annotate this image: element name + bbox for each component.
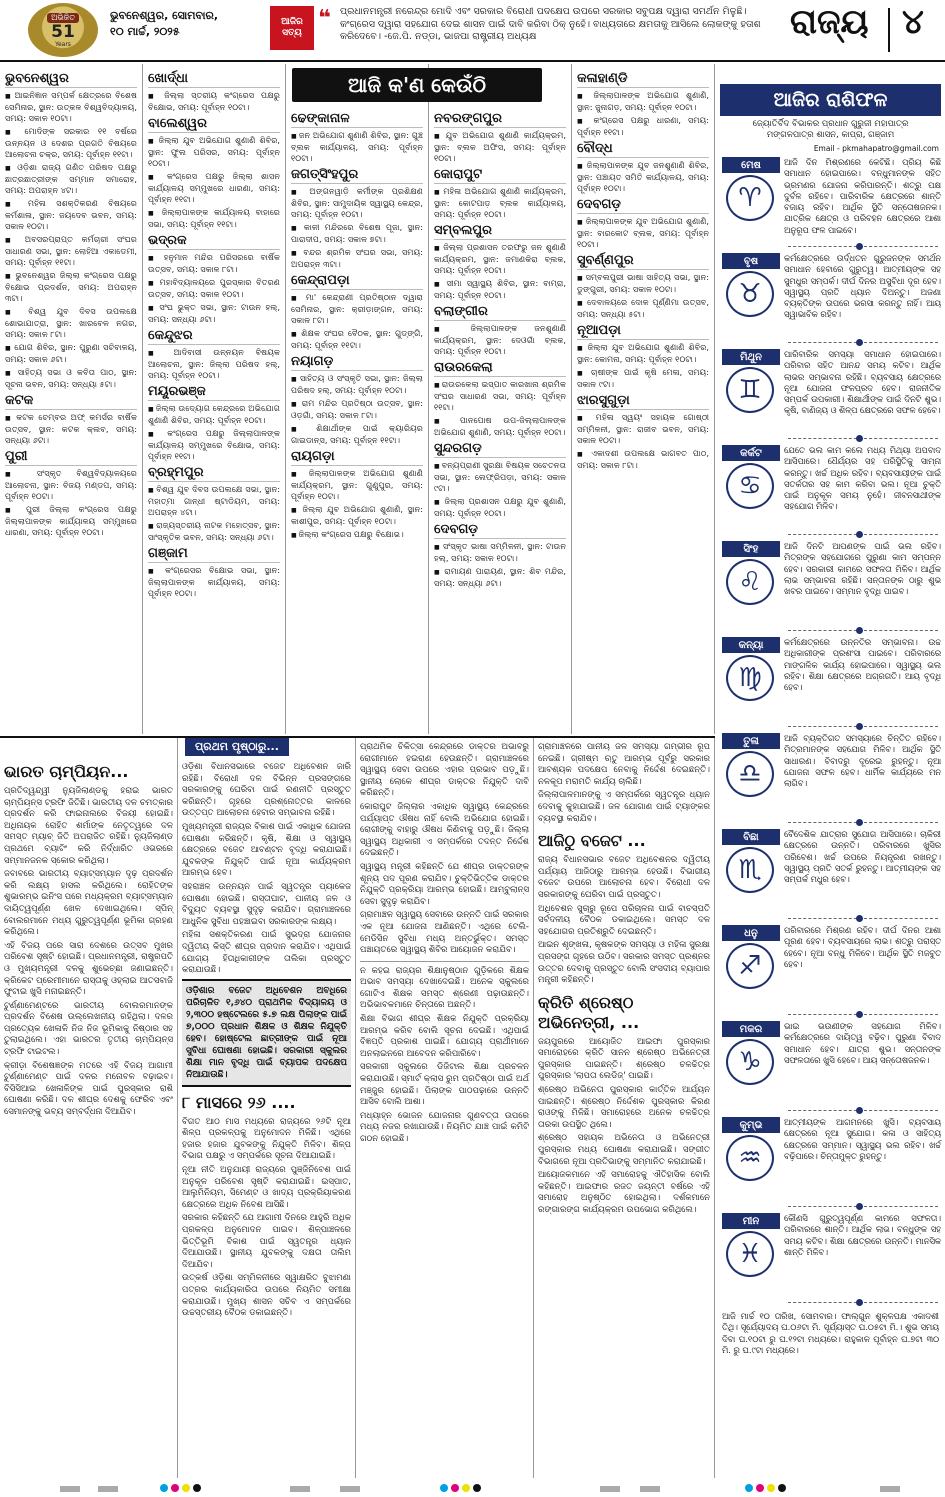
zodiac-prediction: କୌଣସି ଗୁରୁତ୍ୱପୂର୍ଣ୍ଣ କାମରେ ସଫଳତା। ପରିବାରରେ ଶାନ୍ତି। ଆର୍ଥିକ ଲାଭ। ବନ୍ଧୁଙ୍କ ସହ ସମୟ କଟିବ। ଶିକ୍ଷା କ୍ଷେତ୍ରରେ ଉନ୍ନତି। ମାନସିକ ଶାନ୍ତି ମିଳିବ।	[784, 1213, 941, 1257]
anniversary-number: 51	[51, 21, 75, 42]
listing-district-heading: ନବରଙ୍ଗପୁର	[434, 111, 566, 128]
listing-district-heading: ଢେଙ୍କାନାଳ	[291, 111, 423, 128]
listing-entry: ■ ଯୁବ ଅଭିଯୋଗ ଶୁଣାଣି କାର୍ଯ୍ୟକ୍ରମ, ସ୍ଥାନ: ବ୍ଲକ ଅଫିସ, ସମୟ: ପୂର୍ବାହ୍ନ ୧୦ଟା।	[434, 130, 566, 164]
listing-entry: ■ ଦେବାଳୟରେ ଦୋଳ ପୂର୍ଣ୍ଣିମା ଉତ୍ସବ, ସମୟ: ସନ୍ଧ୍ୟା ୫ଟା।	[577, 297, 709, 320]
listing-entry: ■ ଜିଲ୍ଲାପାଳଙ୍କ ଯୁବ ଅଭିଯୋଗ ଶୁଣାଣି, ସ୍ଥାନ: ବାରକୋଟ ବ୍ଲକ, ସମୟ: ପୂର୍ବାହ୍ନ ୧୦ଟା।	[577, 216, 709, 250]
listing-entry: ■ ଯୋଗ ଶିବିର, ସ୍ଥାନ: ପୁରୁଣା ସଚିବାଳୟ, ସମୟ: ସକାଳ ୬ଟା।	[5, 342, 137, 365]
listing-district-heading: ମୟୂରଭଞ୍ଜ	[148, 384, 280, 401]
color-registration-marks	[440, 1484, 481, 1492]
listing-entry: ■ ସୀମା ସ୍ୱାସ୍ଥ୍ୟ ଶିବିର, ସ୍ଥାନ: ବାମ୍ରା, ସମୟ: ପୂର୍ବାହ୍ନ ୧୦ଟା।	[434, 278, 566, 301]
listing-district-heading: ସୁନ୍ଦରଗଡ଼	[434, 441, 566, 458]
article-paragraph: ଗ୍ରାମାଞ୍ଚଳରେ ପାନୀୟ ଜଳ ସମସ୍ୟା ଗମ୍ଭୀର ରୂପ ନେଇଛି। ଗ୍ରୀଷ୍ମ ଋତୁ ଆରମ୍ଭ ପୂର୍ବରୁ ସରକାର ଆବଶ୍ୟକ ପଦକ୍ଷେପ ନେବାକୁ ନିର୍ଦ୍ଦେଶ ଦେଇଛନ୍ତି। ନଳକୂପ ମରାମତି କାର୍ଯ୍ୟ ଚାଲିଛି।	[538, 742, 710, 787]
yellow-dot	[182, 1484, 190, 1492]
zodiac-separator	[788, 630, 938, 631]
article-column-3	[356, 738, 534, 1478]
zodiac-separator	[788, 1014, 938, 1015]
yellow-dot	[462, 1484, 470, 1492]
listing-entry: ■ ସଂସ୍କୃତ ଭାଷା ସମ୍ମିଳନୀ, ସ୍ଥାନ: ଟାଉନ ହଲ୍, ସମୟ: ସକାଳ ୧୦ଟା।	[434, 541, 566, 564]
listing-entry: ■ ବନ୍ଦର ଶ୍ରମିକ ସଂଘର ସଭା, ସମୟ: ଅପରାହ୍ନ ୩ଟା।	[291, 247, 423, 270]
listing-entry: ■ ଜିଲ୍ଲା ଯୁବ ଅଭିଯୋଗ ଶୁଣାଣି ଶିବିର, ସ୍ଥାନ: ଫୁଲ ପରିସର, ସମୟ: ପୂର୍ବାହ୍ନ ୧୦ଟା।	[148, 135, 280, 169]
listing-district-heading: ବଲାଙ୍ଗୀର	[434, 304, 566, 321]
listing-entry: ■ ରାମ ମନ୍ଦିର ପ୍ରତିଷ୍ଠା ଉତ୍ସବ, ସ୍ଥାନ: ଓଡ଼ଗାଁ, ସମୟ: ସକାଳ ୮ଟା।	[291, 398, 423, 421]
listing-entry: ■ ସାହିତ୍ୟ ସଭା ଓ କବିତା ପାଠ, ସ୍ଥାନ: ସୂଚନା ଭବନ, ସମୟ: ସନ୍ଧ୍ୟା ୫ଟା।	[5, 367, 137, 390]
listing-entry: ■ ମା' କେନ୍ଦ୍ରାଣୀ ପ୍ରତିଷ୍ଠାନ ଦ୍ୱାରା ସେମିନାର, ସ୍ଥାନ: କ୍ରୀଡ଼ାଙ୍ଗନ, ସମୟ: ସକାଳ ୮ଟା।	[291, 292, 423, 326]
article-paragraph: ମଧ୍ୟାହ୍ନ ଭୋଜନ ଯୋଜନାର ଗୁଣବତ୍ତା ଉପରେ ମଧ୍ୟ ନଜର ରଖାଯାଉଛି। ନିୟମିତ ଯାଞ୍ଚ ପାଇଁ କମିଟି ଗଠନ ହୋଇଛି।	[360, 1110, 529, 1144]
listing-column	[429, 64, 572, 734]
listing-entry: ■ ସାହିତ୍ୟ ଓ ସଂସ୍କୃତି ସଭା, ସ୍ଥାନ: ଜିଲ୍ଲା ପରିଷଦ ହଲ୍, ସମୟ: ପୂର୍ବାହ୍ନ ୧୦ଟା।	[291, 373, 423, 396]
listing-district-heading: ଦେବଗଡ଼	[577, 197, 709, 214]
zodiac-entry	[718, 153, 943, 249]
article-paragraph: ଟୁର୍ଣ୍ଣାମେଣ୍ଟରେ ଭାରତୀୟ ବୋଲରମାନଙ୍କ ପ୍ରଦର୍ଶନ ବିଶେଷ ଉଲ୍ଲେଖନୀୟ ରହିଥିଲା। ଦଳର ପ୍ରତ୍ୟେକ ଖେଳାଳି ନିଜ ନିଜ ଭୂମିକାକୁ ନିଷ୍ଠାର ସହ ତୁଲାଇଥିଲେ। ଏହା ଭାରତର ତୃତୀୟ ଚାମ୍ପିୟନ୍ସ ଟ୍ରଫି ଟାଇଟଲ।	[4, 1000, 173, 1058]
listing-entry: ■ ଜିଲ୍ଲାପାଳଙ୍କ କାର୍ଯ୍ୟାଳୟ ବାହାରେ ସଭା, ସମୟ: ପୂର୍ବାହ୍ନ ୧୧ଟା।	[148, 207, 280, 230]
zodiac-label: ତୁଳା	[722, 733, 780, 749]
zodiac-label: ବିଛା	[722, 829, 780, 845]
listing-entry: ■ ଚାଷୀଙ୍କ ପାଇଁ କୃଷି ମେଳା, ସମୟ: ସକାଳ ୯ଟା।	[577, 367, 709, 390]
quote-badge-line1: ଆଜିର	[281, 17, 303, 27]
article-paragraph: ଜୟପୁରରେ ଆୟୋଜିତ ଆଇଫା ପୁରସ୍କାର ସମାରୋହରେ କ୍ରିତି ସାନନ ଶ୍ରେଷ୍ଠ ଅଭିନେତ୍ରୀ ପୁରସ୍କାର ପାଇଛନ୍ତି। ଶ୍ରେଷ୍ଠ ଚଳଚ୍ଚିତ୍ର ପୁରସ୍କାର 'ଲାପତା ଲେଡିଜ୍' ପାଇଛି।	[538, 1036, 710, 1082]
color-registration-marks	[745, 1484, 786, 1492]
article-paragraph: ନୂଆ ନୀତି ଅନୁଯାୟୀ ରାଜ୍ୟରେ ପୁଞ୍ଜିନିବେଶ ପାଇଁ ଅନୁକୂଳ ପରିବେଶ ସୃଷ୍ଟି କରାଯାଇଛି। ଇସ୍ପାତ, ଆଲୁମିନିୟମ, ସିମେଣ୍ଟ ଓ ଖାଦ୍ୟ ପ୍ରକ୍ରିୟାକରଣ କ୍ଷେତ୍ରରେ ଅଧିକ ନିବେଶ ଆସିଛି।	[182, 1165, 351, 1210]
zodiac-prediction: ବୈଦେଶିକ ଯାତ୍ରାର ସୁଯୋଗ ଆସିପାରେ। ଚାକିରୀ କ୍ଷେତ୍ରରେ ଉନ୍ନତି। ପରିବାରରେ ଖୁସିର ପରିବେଶ। ଖର୍ଚ୍ଚ ଉପରେ ନିୟନ୍ତ୍ରଣ ରଖନ୍ତୁ। ସ୍ୱାସ୍ଥ୍ୟ ପ୍ରତି ସତର୍କ ରୁହନ୍ତୁ। ଆତ୍ମୀୟଙ୍କ ସହ ସମ୍ପର୍କ ମଧୁର ହେବ।	[784, 829, 941, 885]
registration-bar	[600, 1486, 620, 1492]
listing-entry: ■ କଟକ ଚେମ୍ବର ଅଫ୍ କମର୍ସର ବାର୍ଷିକ ଉତ୍ସବ, ସ୍ଥାନ: କଟକ କ୍ଲବ, ସମୟ: ସନ୍ଧ୍ୟା ୬ଟା।	[5, 412, 137, 446]
zodiac-separator	[788, 822, 938, 823]
zodiac-prediction: ପରିବାରରେ ମିଶ୍ରଣ ରହିବ। ଦୀର୍ଘ ଦିନର ଆଶା ପୂରଣ ହେବ। ବ୍ୟବସାୟରେ ଲାଭ। ଶତ୍ରୁ ପରାସ୍ତ ହେବେ। ନୂଆ ବନ୍ଧୁ ମିଳିବେ। ଆର୍ଥିକ ସ୍ଥିତି ମଜବୁତ ହେବ।	[784, 925, 941, 969]
article-headline: ଆଜିଠୁ ବଜେଟ ...	[538, 831, 646, 851]
zodiac-prediction: ଆଜି ଦିନଟି ଆପଣଙ୍କ ପାଇଁ ଭଲ ରହିବ। ମିତ୍ରଙ୍କ ସହଯୋଗରେ ପୁରୁଣା କାମ ସମ୍ପନ୍ନ ହେବ। ସରକାରୀ କାମରେ ସଫଳତା ମିଳିବ। ଆର୍ଥିକ ଲାଭ ସମ୍ଭାବନା ରହିଛି। ସନ୍ତାନଙ୍କ ଠାରୁ ଶୁଭ ଖବର ପାଇବେ। ସମ୍ମାନ ବୃଦ୍ଧି ପାଇବ।	[784, 541, 941, 597]
article-paragraph: ଏହି ବିଜୟ ପରେ ସାରା ଦେଶରେ ଉତ୍ସବ ମୁଖର ପରିବେଶ ସୃଷ୍ଟି ହୋଇଛି। ପ୍ରଧାନମନ୍ତ୍ରୀ, ରାଷ୍ଟ୍ରପତି ଓ ମୁଖ୍ୟମନ୍ତ୍ରୀ ଦଳକୁ ଶୁଭେଚ୍ଛା ଜଣାଇଛନ୍ତି। କ୍ରିକେଟ ପ୍ରେମୀମାନେ ରାସ୍ତାକୁ ଓହ୍ଲାଇ ଆତସବାଜି ଫୁଟାଇ ଖୁସି ମନାଇଛନ୍ତି।	[4, 940, 173, 998]
zodiac-prediction: ଆତ୍ମୀୟଙ୍କ ଆଗମନରେ ଖୁସି। ବ୍ୟବସାୟ କ୍ଷେତ୍ରରେ ନୂଆ ସୁଯୋଗ। କଳା ଓ ସାହିତ୍ୟ କ୍ଷେତ୍ରରେ ସମ୍ମାନ। ସ୍ୱାସ୍ଥ୍ୟ ଭଲ ରହିବ। ଖର୍ଚ୍ଚ ବଢ଼ିପାରେ। ଚିନ୍ତାମୁକ୍ତ ରୁହନ୍ତୁ।	[784, 1117, 941, 1161]
listing-district-heading: କଟକ	[5, 393, 137, 410]
registration-bar	[98, 1486, 118, 1492]
listing-entry: ■ ରାଉରକେଲା ଇସ୍ପାତ କାରଖାନା ଶ୍ରମିକ ସଂଘର ସାଧାରଣ ସଭା, ସମୟ: ପୂର୍ବାହ୍ନ ୧୧ଟା।	[434, 379, 566, 413]
listing-entry: ■ ଓଡ଼ିଶା ରାଜ୍ୟ ଗଣିତ ପରିଷଦ ପକ୍ଷରୁ ଛାତ୍ରଛାତ୍ରୀଙ୍କ ସମ୍ମାନ ସମାରୋହ, ସମୟ: ଅପରାହ୍ନ ୪ଟା।	[5, 162, 137, 196]
zodiac-symbol-icon: ♓	[726, 1231, 774, 1277]
listing-district-heading: ବ୍ରହ୍ମପୁର	[148, 465, 280, 482]
listing-district-heading: ପୁରୀ	[5, 449, 137, 466]
article-paragraph: ଜିଲ୍ଲାପାଳମାନଙ୍କୁ ଏ ସମ୍ପର୍କରେ ସ୍ୱତନ୍ତ୍ର ଧ୍ୟାନ ଦେବାକୁ କୁହାଯାଇଛି। ଜଳ ଯୋଗାଣ ପାଇଁ ଟ୍ୟାଙ୍କର ବ୍ୟବସ୍ଥା କରାଯିବ।	[538, 790, 710, 824]
listing-entry: ■ ଜିଲ୍ଲା ଯୁବ ଅଭିଯୋଗ ଶୁଣାଣି, ସ୍ଥାନ: କାଶୀପୁର, ସମୟ: ପୂର୍ବାହ୍ନ ୧୦ଟା।	[291, 504, 423, 527]
listing-column	[143, 64, 286, 734]
zodiac-separator	[788, 726, 938, 727]
listing-district-heading: ଭଦ୍ରକ	[148, 233, 280, 250]
zodiac-label: କର୍କଟ	[722, 445, 780, 461]
black-dot	[193, 1484, 201, 1492]
city-day: ଭୁବନେଶ୍ୱର, ସୋମବାର,	[110, 9, 219, 22]
highlight-box: ଓଡ଼ିଶାର ବଜେଟ ଅଧିବେଶନ ଅବଧିରେ ପରିଚାଳିତ ୧,୬୪୦ ପ୍ରାଥମିକ ବିଦ୍ୟାଳୟ ଓ ୨,୩୦୦ ହଷ୍ଟେଲରେ ୫.୭ ଲକ୍ଷ ପିଲାଙ୍କ ପାଇଁ ୭,୦୦୦ ପ୍ରଧାନ ଶିକ୍ଷକ ଓ ଶିକ୍ଷକ ନିଯୁକ୍ତି ହେବ। ହୋଷ୍ଟେଲ ଛାତ୍ରୀଙ୍କ ପାଇଁ ନୂଆ ସୁବିଧା ଘୋଷଣା ହୋଇଛି। ସରକାରୀ ସ୍କୁଲର ଶିକ୍ଷା ମାନ ବୃଦ୍ଧି ପାଇଁ ବ୍ୟାପକ ପଦକ୍ଷେପ ନିଆଯାଉଛି।	[182, 979, 351, 1087]
panjika-note: ଆଜି ମାର୍ଚ୍ଚ ୧୦ ତାରିଖ, ସୋମବାର। ଫାଲ୍‌ଗୁନ ଶୁକ୍ଳପକ୍ଷ ଏକାଦଶୀ ତିଥି। ସୂର୍ଯ୍ୟୋଦୟ ଘ.୦୬ଟା ମି. ସୂର୍ଯ୍ୟାସ୍ତ ଘ.୦୫ଟା ମି.। ଶୁଭ ସମୟ ଦିବା ଘ.୧୦ଟା ରୁ ଘ.୧୨ଟା ମଧ୍ୟରେ। ରାହୁକାଳ ପୂର୍ବାହ୍ନ ଘ.୭ଟା ୩୦ ମି. ରୁ ଘ.୯ଟା ମଧ୍ୟରେ।	[722, 1311, 939, 1355]
zodiac-entry	[718, 825, 943, 921]
listing-entry: ■ ପାନପୋଷ ଉପ-ଜିଲ୍ଲାପାଳଙ୍କ ଅଭିଯୋଗ ଶୁଣାଣି, ସମୟ: ପୂର୍ବାହ୍ନ ୧୦ଟା।	[434, 415, 566, 438]
listing-column	[572, 64, 715, 734]
listing-district-heading: ଗଞ୍ଜାମ	[148, 546, 280, 563]
listing-entry: ■ ବିଶ୍ୱ ଯୁବ ଦିବସ ଉପଲକ୍ଷେ ସଭା, ସ୍ଥାନ: ମହାତ୍ମା ଗାନ୍ଧୀ ଷ୍ଟାଡିୟମ, ସମୟ: ଅପରାହ୍ନ ୪ଟା।	[148, 484, 280, 518]
listing-district-heading: ନୂଆପଡ଼ା	[577, 323, 709, 340]
quote-badge-line2: ସତ୍ୟ	[282, 28, 302, 38]
registration-bar	[340, 1486, 360, 1492]
article-paragraph: ମୁଖ୍ୟମନ୍ତ୍ରୀ ରାଜ୍ୟର ବିକାଶ ପାଇଁ ଏକାଧିକ ଯୋଜନା ଘୋଷଣା କରିଛନ୍ତି। କୃଷି, ଶିକ୍ଷା ଓ ସ୍ୱାସ୍ଥ୍ୟ କ୍ଷେତ୍ରରେ ବଜେଟ ଆବଣ୍ଟନ ବୃଦ୍ଧି କରାଯାଇଛି। ଯୁବକଙ୍କ ନିଯୁକ୍ତି ପାଇଁ ନୂଆ କାର୍ଯ୍ୟକ୍ରମ ଆରମ୍ଭ ହେବ।	[182, 821, 351, 879]
article-paragraph: ରାଜ୍ୟ ବିଧାନସଭାର ବଜେଟ ଅଧିବେଶନର ଦ୍ୱିତୀୟ ପର୍ଯ୍ୟାୟ ଆଜିଠାରୁ ଆରମ୍ଭ ହେଉଛି। ବିଭାଗୀୟ ବଜେଟ ଉପରେ ଆଲୋଚନା ହେବ। ବିରୋଧୀ ଦଳ ସରକାରଙ୍କୁ ଘେରିବା ପାଇଁ ପ୍ରସ୍ତୁତ।	[538, 855, 710, 900]
zodiac-symbol-icon: ♎	[726, 751, 774, 797]
cyan-dot	[160, 1484, 168, 1492]
listing-entry: ■ ବନ୍ୟପ୍ରାଣୀ ସୁରକ୍ଷା ବିଷୟକ ସଚେତନତା ସଭା, ସ୍ଥାନ: ଲେଫ୍ରିପଡ଼ା, ସମୟ: ସକାଳ ୯ଟା।	[434, 460, 566, 494]
listing-entry: ■ ଅବସରପ୍ରାପ୍ତ କର୍ମଚାରୀ ସଂଘର ସାଧାରଣ ସଭା, ସ୍ଥାନ: ଲୋହିଆ ଏକାଡେମୀ, ସମୟ: ପୂର୍ବାହ୍ନ ୧୧ଟା।	[5, 234, 137, 268]
listing-entry: ■ ରାଜ୍ୟସ୍ତରୀୟ ନାଟକ ମହୋତ୍ସବ, ସ୍ଥାନ: ସାଂସ୍କୃତିକ ଭବନ, ସମୟ: ସନ୍ଧ୍ୟା ୬ଟା।	[148, 520, 280, 543]
listing-entry: ■ ଜିଲ୍ଲା କଂଗ୍ରେସ ପକ୍ଷରୁ ବିକ୍ଷୋଭ।	[291, 529, 423, 541]
article-paragraph: ପ୍ରାଥମିକ ଚିକିତ୍ସା କେନ୍ଦ୍ରରେ ଡାକ୍ତର ଅଭାବରୁ ରୋଗୀମାନେ ହଇରାଣ ହେଉଛନ୍ତି। ଗ୍ରାମାଞ୍ଚଳରେ ସ୍ୱାସ୍ଥ୍ୟ ସେବା ଉପରେ ଏହାର ପ୍ରଭାବ ପଡ଼ୁଛି। ସ୍ଥାନୀୟ ଲୋକେ ଶୀଘ୍ର ଡାକ୍ତର ନିଯୁକ୍ତି ଦାବି କରିଛନ୍ତି।	[360, 742, 529, 799]
listing-district-heading: ବୌଦ୍ଧ	[577, 141, 709, 158]
zodiac-symbol-icon: ♌	[726, 559, 774, 605]
horoscope-author-block	[718, 116, 943, 144]
listing-entry: ■ ଜିଲ୍ଲାପାଳଙ୍କ ଅଭିଯୋଗ ଶୁଣାଣି, ସ୍ଥାନ: ଜୁନାଗଡ଼, ସମୟ: ପୂର୍ବାହ୍ନ ୧୦ଟା।	[577, 90, 709, 113]
masthead	[0, 0, 945, 62]
article-paragraph: ପ୍ରତିଦ୍ୱନ୍ଦ୍ୱୀ ନ୍ୟୁଜିଲାଣ୍ଡକୁ ହରାଇ ଭାରତ ଚାମ୍ପିୟନ୍ସ ଟ୍ରଫି ଜିତିଛି। ଭାରତୀୟ ଦଳ ଚମତ୍କାର ପ୍ରଦର୍ଶନ କରି ଫାଇନାଲରେ ବିଜୟୀ ହୋଇଛି। ଅଧିନାୟକ ରୋହିତ ଶର୍ମାଙ୍କ ନେତୃତ୍ୱରେ ଦଳ ସମସ୍ତ ମ୍ୟାଚ୍ ଜିତି ଅପରାଜିତ ରହିଛି। ନ୍ୟୁଜିଲାଣ୍ଡ ପ୍ରଥମେ ବ୍ୟାଟିଂ କରି ନିର୍ଦ୍ଧାରିତ ଓଭରରେ ସମ୍ମାନଜନକ ସ୍କୋର କରିଥିଲା।	[4, 786, 173, 866]
listing-entry: ■ କଂଗ୍ରେସ ପକ୍ଷରୁ ଧାରଣା, ସମୟ: ପୂର୍ବାହ୍ନ ୧୧ଟା।	[577, 115, 709, 138]
listing-entry: ■ ଜିଲ୍ଲା ସ୍ତରୀୟ କଂଗ୍ରେସ ପକ୍ଷରୁ ବିକ୍ଷୋଭ, ସମୟ: ପୂର୍ବାହ୍ନ ୧୦ଟା।	[148, 90, 280, 113]
zodiac-separator	[788, 246, 938, 247]
zodiac-label: କନ୍ୟା	[722, 637, 780, 653]
zodiac-separator	[788, 534, 938, 535]
horoscope-email: Email - pkmahapatro@gmail.com	[813, 144, 939, 153]
zodiac-label: ମେଷ	[722, 157, 780, 173]
article-paragraph: ବିଗତ ଆଠ ମାସ ମଧ୍ୟରେ ରାଜ୍ୟରେ ୨୬ଟି ନୂଆ ଶିଳ୍ପ ପ୍ରକଳ୍ପକୁ ଅନୁମୋଦନ ମିଳିଛି। ଏଥିରେ ହଜାର ହଜାର ଯୁବକଙ୍କୁ ନିଯୁକ୍ତି ମିଳିବ। ଶିଳ୍ପ ବିଭାଗ ପକ୍ଷରୁ ଏ ସମ୍ପର୍କରେ ସୂଚନା ଦିଆଯାଇଛି।	[182, 1116, 351, 1162]
zodiac-label: ମୀନ	[722, 1213, 780, 1229]
listing-entry: ■ ଜିଲ୍ଲା ଯୁବ ଅଭିଯୋଗ ଶୁଣାଣି ଶିବିର, ସ୍ଥାନ: କୋମନା, ସମୟ: ପୂର୍ବାହ୍ନ ୧୦ଟା।	[577, 342, 709, 365]
anniversary-top: ଅଭିଜିତ	[47, 13, 79, 23]
quote-badge	[270, 6, 314, 50]
listing-column	[0, 64, 143, 734]
color-registration-marks	[160, 1484, 201, 1492]
zodiac-entry	[718, 249, 943, 345]
registration-bar	[60, 1486, 80, 1492]
article-headline: କ୍ରିତି ଶ୍ରେଷ୍ଠ ଅଭିନେତ୍ରୀ, ...	[538, 992, 640, 1032]
zodiac-prediction: ଆଜି ବ୍ୟକ୍ତିଗତ ସମସ୍ୟାରେ ଚିନ୍ତିତ ରହିବେ। ମିତ୍ରମାନଙ୍କ ସହଯୋଗ ମିଳିବ। ଆର୍ଥିକ ସ୍ଥିତି ସାଧାରଣ। ବିବାଦରୁ ଦୂରେଇ ରୁହନ୍ତୁ। ନୂଆ ଯୋଜନା ସଫଳ ହେବ। ଧାର୍ମିକ କାର୍ଯ୍ୟରେ ମନ ଲାଗିବ।	[784, 733, 941, 789]
listing-entry: ■ ଜନ ଅଭିଯୋଗ ଶୁଣାଣି ଶିବିର, ସ୍ଥାନ: ଗୁଞ୍ଚ ବ୍ଲକ କାର୍ଯ୍ୟାଳୟ, ସମୟ: ପୂର୍ବାହ୍ନ ୧୦ଟା।	[291, 130, 423, 164]
listing-district-heading: ବାଲେଶ୍ୱର	[148, 116, 280, 133]
article-paragraph: ଶ୍ରେଷ୍ଠ ଅଭିନେତା ପୁରସ୍କାର କାର୍ତ୍ତିକ ଆର୍ଯ୍ୟନ ପାଇଛନ୍ତି। ଶ୍ରେଷ୍ଠ ନିର୍ଦ୍ଦେଶକ ପୁରସ୍କାର କିରଣ ରାଓଙ୍କୁ ମିଳିଛି। ସମାରୋହରେ ଅନେକ ଚଳଚ୍ଚିତ୍ର ତାରକା ଉପସ୍ଥିତ ଥିଲେ।	[538, 1085, 710, 1130]
zodiac-prediction: ଆଜି ଦିନ ମିଶ୍ରଣରେ କେଟିଛି। ପ୍ରିୟ କିଛି ସମାଧାନ ହୋଇପାରେ। ବନ୍ଧୁମାନଙ୍କ ସହିତ ଭ୍ରମଣର ଯୋଜନା କରିପାରନ୍ତି। ଶତ୍ରୁ ପକ୍ଷ ଦୁର୍ବଳ ରହିବେ। ପାରିବାରିକ କ୍ଷେତ୍ରରେ ଶାନ୍ତି ବଜାୟ ରହିବ। ଆର୍ଥିକ ସ୍ଥିତି ସନ୍ତୋଷଜନକ। ଯାତ୍ରିକ କ୍ଷେତ୍ର ଓ ପରିବହନ କ୍ଷେତ୍ରରେ ଆଶା ଅନୁରୂପ ଫଳ ପାଇବେ।	[784, 157, 941, 235]
zodiac-prediction: କର୍ମକ୍ଷେତ୍ରରେ ଉର୍ଦ୍ଧତନ ଗୁରୁଜନଙ୍କ ସମର୍ଥନ ସମାଧାନ ହେବାରେ ଗୁରୁତ୍ୱ। ଆତ୍ମୀୟଙ୍କ ସହ ସୁମଧୁର ସମ୍ପର୍କ। ଦୀର୍ଘ ଦିନର ଅସୁବିଧା ଦୂର ହେବ। ସ୍ୱାସ୍ଥ୍ୟ ପ୍ରତି ଧ୍ୟାନ ଦିଅନ୍ତୁ। ଅଜଣା ବ୍ୟକ୍ତିଙ୍କ ଉପରେ ଭରସା କରନ୍ତୁ ନାହିଁ। ଆୟ ସ୍ୱାଭାବିକ ରହିବ।	[784, 253, 941, 320]
listing-district-heading: ସମ୍ବଲପୁର	[434, 223, 566, 240]
zodiac-label: ଧନୁ	[722, 925, 780, 941]
zodiac-entry	[718, 1113, 943, 1209]
zodiac-symbol-icon: ♉	[726, 271, 774, 317]
zodiac-separator	[788, 342, 938, 343]
magenta-dot	[756, 1484, 764, 1492]
cyan-dot	[440, 1484, 448, 1492]
quote-mark-icon: ❝	[318, 6, 331, 31]
zodiac-symbol-icon: ♒	[726, 1135, 774, 1181]
zodiac-label: ମିଥୁନ	[722, 349, 780, 365]
listing-entry: ■ ଶିକ୍ଷକ ସଂଘର ବୈଠକ, ସ୍ଥାନ: ଗୁଡ୍ଙ୍ଗି, ସମୟ: ପୂର୍ବାହ୍ନ ୧୧ଟା।	[291, 328, 423, 351]
listing-entry: ■ କଂଗ୍ରେସ ପକ୍ଷରୁ ଜିଲ୍ଲାପାଳଙ୍କ କାର୍ଯ୍ୟାଳୟ ସମ୍ମୁଖରେ ବିକ୍ଷୋଭ, ସମୟ: ପୂର୍ବାହ୍ନ ୧୧ଟା।	[148, 428, 280, 462]
listing-entry: ■ କଂଗ୍ରେସ ପକ୍ଷରୁ ଜିଲ୍ଲା ଶାସନ କାର୍ଯ୍ୟାଳୟ ସମ୍ମୁଖରେ ଧାରଣା, ସମୟ: ପୂର୍ବାହ୍ନ ୧୧ଟା।	[148, 171, 280, 205]
listing-entry: ■ ଆଇନିଜ୍ଞାନ ସମ୍ପର୍କ କ୍ଷେତ୍ରରେ ବିଶେଷ ସେମିନାର, ସ୍ଥାନ: ଉତ୍କଳ ବିଶ୍ୱବିଦ୍ୟାଳୟ, ସମୟ: ସକାଳ ୧୦ଟା।	[5, 90, 137, 124]
listing-column	[286, 64, 429, 734]
zodiac-separator	[788, 1206, 938, 1207]
listing-entry: ■ କାଳୀ ମନ୍ଦିରରେ ବିଶେଷ ପୂଜା, ସ୍ଥାନ: ପାରାଦୀପ, ସମୟ: ସକାଳ ୭ଟା।	[291, 222, 423, 245]
event-listings	[0, 64, 715, 734]
zodiac-entry	[718, 537, 943, 633]
page-number: ୪	[902, 2, 924, 42]
yellow-dot	[767, 1484, 775, 1492]
listing-entry: ■ ମୋଦିଙ୍କ ସରକାର ୧୧ ବର୍ଷରେ ଉନ୍ନୟନ ଓ ଦେଶର ପ୍ରଗତି ବିଷୟରେ ଆଲୋଚନା ଚକ୍ର, ସମୟ: ପୂର୍ବାହ୍ନ ୧୧ଟା।	[5, 126, 137, 160]
listing-entry: ■ ସଂସ୍କୃତ ବିଶ୍ୱବିଦ୍ୟାଳୟରେ ଆଲୋଚନା, ସ୍ଥାନ: ବିଜୟ ମଣ୍ଡପ, ସମୟ: ପୂର୍ବାହ୍ନ ୧୦ଟା।	[5, 468, 137, 502]
article-paragraph: ଉତ୍କର୍ଷ ଓଡ଼ିଶା ସମ୍ମିଳନୀରେ ସ୍ୱାକ୍ଷରିତ ବୁଝାମଣା ପତ୍ରର କାର୍ଯ୍ୟକାରିତା ଉପରେ ନିୟମିତ ସମୀକ୍ଷା କରାଯାଉଛି। ମୁଖ୍ୟ ଶାସନ ସଚିବ ଏ ସମ୍ପର୍କରେ ଉଚ୍ଚସ୍ତରୀୟ ବୈଠକ ଡକାଇଛନ୍ତି।	[182, 1273, 351, 1319]
listing-district-heading: ରାଉରକେଲା	[434, 360, 566, 377]
dateline	[110, 8, 218, 40]
listing-entry: ■ ବିଶ୍ୱ ଯୁବ ଦିବସ ଉପଲକ୍ଷେ ଶୋଭାଯାତ୍ରା, ସ୍ଥାନ: ଖାରବେଳ ନଗର, ସମୟ: ସକାଳ ୮ଟା।	[5, 306, 137, 340]
zodiac-symbol-icon: ♈	[726, 175, 774, 221]
article-paragraph: ସ୍ୱାସ୍ଥ୍ୟ ମନ୍ତ୍ରୀ କହିଛନ୍ତି ଯେ ଶୀଘ୍ର ଡାକ୍ତରଙ୍କ ଶୂନ୍ୟ ପଦ ପୂରଣ କରାଯିବ। ଚୁକ୍ତିଭିତ୍ତିକ ଡାକ୍ତର ନିଯୁକ୍ତି ପ୍ରକ୍ରିୟା ଆରମ୍ଭ ହୋଇଛି। ଆମ୍ବୁଲାନ୍ସ ସେବା ସୁଦୃଢ଼ କରାଯିବ।	[360, 861, 529, 907]
zodiac-separator	[788, 1302, 938, 1303]
article-paragraph: ସହରାଞ୍ଚଳ ଉନ୍ନୟନ ପାଇଁ ସ୍ୱତନ୍ତ୍ର ପ୍ୟାକେଜ ଘୋଷଣା ହୋଇଛି। ରାସ୍ତାଘାଟ, ପାନୀୟ ଜଳ ଓ ବିଦ୍ୟୁତ ବ୍ୟବସ୍ଥା ସୁଦୃଢ଼ କରାଯିବ। ଗ୍ରାମାଞ୍ଚଳରେ ଆଧୁନିକ ସୁବିଧା ପହଞ୍ଚାଇବା ସରକାରଙ୍କ ଲକ୍ଷ୍ୟ।	[182, 881, 351, 927]
zodiac-entry	[718, 1017, 943, 1113]
listing-entry: ■ ଜିଲ୍ଲାପାଳଙ୍କ ଯୁବ ଜନଶୁଣାଣି ଶିବିର, ସ୍ଥାନ: ପଞ୍ଚାୟତ ସମିତି କାର୍ଯ୍ୟାଳୟ, ସମୟ: ପୂର୍ବାହ୍ନ ୧୦ଟା।	[577, 160, 709, 194]
listing-entry: ■ ଭୁବନେଶ୍ୱର ଜିଲ୍ଲା କଂଗ୍ରେସ ପକ୍ଷରୁ ବିକ୍ଷୋଭ ପ୍ରଦର୍ଶନ, ସମୟ: ଅପରାହ୍ନ ୩ଟା।	[5, 270, 137, 304]
zodiac-prediction: ପାରିବାରିକ ସମସ୍ୟା ସମାଧାନ ହୋଇପାରେ। ପରିବାର ସହିତ ଆନନ୍ଦ ସମୟ କଟିବ। ଆର୍ଥିକ ଲାଭର ସମ୍ଭାବନା ରହିଛି। ବ୍ୟବସାୟ କ୍ଷେତ୍ରରେ ନୂଆ ଯୋଜନା ଫଳପ୍ରଦ ହେବ। ରାଜନୀତିକ ସମ୍ପର୍କ ଉପକାରୀ। ଶିକ୍ଷାର୍ଥୀଙ୍କ ପାଇଁ ଦିନଟି ଶୁଭ। କୃଷି, ବାଣିଜ୍ୟ ଓ ଶିଳ୍ପ କ୍ଷେତ୍ରରେ ସଫଳ ହେବେ।	[784, 349, 941, 416]
zodiac-symbol-icon: ♊	[726, 367, 774, 413]
zodiac-label: ସିଂହ	[722, 541, 780, 557]
article-section	[0, 736, 715, 1476]
listing-district-heading: କଳାହାଣ୍ଡି	[577, 71, 709, 88]
article-column-4	[534, 738, 715, 1478]
listing-entry: ■ ମହିଳା ଅଭିଯୋଗ ଶୁଣାଣି କାର୍ଯ୍ୟକ୍ରମ, ସ୍ଥାନ: କୋଟପାଡ଼ ବ୍ଲକ କାର୍ଯ୍ୟାଳୟ, ସମୟ: ପୂର୍ବାହ୍ନ ୧୦ଟା।	[434, 186, 566, 220]
zodiac-prediction: ଭାଇ ଭଉଣୀଙ୍କ ସହଯୋଗ ମିଳିବ। କର୍ମକ୍ଷେତ୍ରରେ ଦାୟିତ୍ୱ ବଢ଼ିବ। ପୁରୁଣା ବିବାଦ ସମାଧାନ ହେବ। ଯାତ୍ରା ଶୁଭ। ସନ୍ତାନଙ୍କ ସଫଳତାରେ ଖୁସି ହେବେ। ଆୟ ସନ୍ତୋଷଜନକ।	[784, 1021, 941, 1065]
listing-entry: ■ ଜିଲ୍ଲା ଉଦ୍ୟୋଗ କେନ୍ଦ୍ରରେ ଅଭିଯୋଗ ଶୁଣାଣି ଶିବିର, ସମୟ: ପୂର୍ବାହ୍ନ ୧୦ଟା।	[148, 403, 280, 426]
listings-banner: ଆଜି କ'ଣ କେଉଁଠି	[292, 68, 542, 102]
listing-entry: ■ ଜିଲ୍ଲା ପ୍ରଶାସନ ତରଫରୁ ଜନ ଶୁଣାଣି କାର୍ଯ୍ୟକ୍ରମ, ସ୍ଥାନ: ଜମାଣକିରା ବ୍ଲକ, ସମୟ: ପୂର୍ବାହ୍ନ ୧୦ଟା।	[434, 242, 566, 276]
listing-entry: ■ କଂଗ୍ରେସର ବିକ୍ଷୋଭ ସଭା, ସ୍ଥାନ: ଜିଲ୍ଲାପାଳଙ୍କ କାର୍ଯ୍ୟାଳୟ, ସମୟ: ପୂର୍ବାହ୍ନ ୧୦ଟା।	[148, 565, 280, 599]
zodiac-entry	[718, 1209, 943, 1305]
listing-district-heading: ଜଗତ୍‌ସିଂହପୁର	[291, 167, 423, 184]
zodiac-label: ବୃଷ	[722, 253, 780, 269]
listing-district-heading: ରାୟଗଡ଼ା	[291, 449, 423, 466]
anniversary-emblem	[28, 3, 98, 57]
horoscope-author: ଜ୍ୟୋତିର୍ବିଦ ବିଭାକର ପ୍ରଧାନ ଗୁରୁଜୀ ମହାପାତ୍ର	[752, 119, 909, 129]
listing-district-heading: କୋରାପୁଟ	[434, 167, 566, 184]
listing-district-heading: କେନ୍ଦୁଝର	[148, 328, 280, 345]
article-headline: ୮ ମାସରେ ୨୬ ....	[182, 1092, 296, 1112]
article-paragraph: ସରକାର କହିଛନ୍ତି ଯେ ଆଗାମୀ ଦିନରେ ଆହୁରି ଅଧିକ ପ୍ରକଳ୍ପ ଅନୁମୋଦନ ପାଇବ। ଶିଳ୍ପାଞ୍ଚଳରେ ଭିତ୍ତିଭୂମି ବିକାଶ ପାଇଁ ସ୍ୱତନ୍ତ୍ର ଧ୍ୟାନ ଦିଆଯାଉଛି। ସ୍ଥାନୀୟ ଯୁବକଙ୍କୁ ଦକ୍ଷତା ତାଲିମ ଦିଆଯିବ।	[182, 1213, 351, 1270]
zodiac-label: ମକର	[722, 1021, 780, 1037]
listing-district-heading: ଦେବଗଡ଼	[434, 522, 566, 539]
article-headline: ଭାରତ ଚାମ୍ପିୟନ...	[4, 762, 129, 781]
listing-district-heading: କେନ୍ଦ୍ରାପଡ଼ା	[291, 273, 423, 290]
continued-from-front-label: ପ୍ରଥମ ପୃଷ୍ଠାରୁ...	[185, 738, 289, 756]
registration-bar	[290, 1486, 310, 1492]
section-name: ରାଜ୍ୟ	[790, 2, 869, 42]
quote-text: ପ୍ରଧାନମନ୍ତ୍ରୀ ନରେନ୍ଦ୍ର ମୋଦି ଏବଂ ସରକାର ବିରୋଧୀ ପଦକ୍ଷେପ ଉପରେ ସରକାର ସବୁପକ୍ଷ ଦ୍ୱାରା ସମର୍ଥନ ମିଳୁଛି। କଂଗ୍ରେସ ଦ୍ୱାରା ସହଯୋଗ ଦେଇ ଶାସନ ପାଇଁ ଦାବି କରିବା ଠିକ୍ ନୁହେଁ। ବାଧ୍ୟତାରେ କ୍ଷମତାକୁ ଆସିଲେ ଲୋକଙ୍କୁ ହତାଶ କରିଦେବେ। -ଜେ.ପି. ନଡ୍ଡା, ଭାଜପା ରାଷ୍ଟ୍ରୀୟ ଅଧ୍ୟକ୍ଷ	[340, 6, 761, 42]
listing-entry: ■ ଜିଲ୍ଲାପାଳଙ୍କ ଅଭିଯୋଗ ଶୁଣାଣି କାର୍ଯ୍ୟକ୍ରମ, ସ୍ଥାନ: ଗୁଣୁପୁର, ସମୟ: ପୂର୍ବାହ୍ନ ୧୦ଟା।	[291, 468, 423, 502]
zodiac-separator	[788, 438, 938, 439]
listing-entry: ■ ଜିଲ୍ଲାପାଳଙ୍କ ଜନଶୁଣାଣି କାର୍ଯ୍ୟକ୍ରମ, ସ୍ଥାନ: ଦେଓଗାଁ ବ୍ଲକ, ସମୟ: ପୂର୍ବାହ୍ନ ୧୦ଟା।	[434, 323, 566, 357]
black-dot	[473, 1484, 481, 1492]
article-paragraph: ଆଇନ ଶୃଙ୍ଖଳା, କୃଷକଙ୍କ ସମସ୍ୟା ଓ ମହିଳା ସୁରକ୍ଷା ପ୍ରସଙ୍ଗ ଗୃହରେ ଉଠିବ। ସରକାର ସମସ୍ତ ପ୍ରଶ୍ନର ଉତ୍ତର ଦେବାକୁ ପ୍ରସ୍ତୁତ ବୋଲି ସଂସଦୀୟ ବ୍ୟାପାର ମନ୍ତ୍ରୀ କହିଛନ୍ତି।	[538, 940, 710, 986]
article-paragraph: ସରକାରୀ ସ୍କୁଲରେ ଡିଜିଟାଲ ଶିକ୍ଷା ପ୍ରଚଳନ କରାଯାଉଛି। ସ୍ମାର୍ଟ କ୍ଲାସ ରୁମ ପ୍ରତିଷ୍ଠା ପାଇଁ ଅର୍ଥ ମଞ୍ଜୁର ହୋଇଛି। ପିଲାଙ୍କ ପାଠପଢ଼ାରେ ଉନ୍ନତି ଆସିବ ବୋଲି ଆଶା।	[360, 1062, 529, 1108]
print-registration-strip	[0, 1480, 945, 1497]
zodiac-separator	[788, 1110, 938, 1111]
magenta-dot	[171, 1484, 179, 1492]
listing-entry: ■ ରାମାୟଣ ପାରାୟଣ, ସ୍ଥାନ: ଶିବ ମନ୍ଦିର, ସମୟ: ସନ୍ଧ୍ୟା ୬ଟା।	[434, 566, 566, 589]
listing-district-heading: ସୁବର୍ଣ୍ଣପୁର	[577, 253, 709, 270]
listing-entry: ■ ଜିଲ୍ଲା ପ୍ରଶାସନ ପକ୍ଷରୁ ଯୁବ ଶୁଣାଣି, ସମୟ: ପୂର୍ବାହ୍ନ ୧୦ଟା।	[434, 496, 566, 519]
anniversary-sub: Years	[55, 40, 71, 48]
article-paragraph: ଜବାବରେ ଭାରତୀୟ ବ୍ୟାଟ୍ସମ୍ୟାନ ଦୃଢ଼ ପ୍ରଦର୍ଶନ କରି ଲକ୍ଷ୍ୟ ହାସଲ କରିଥିଲେ। ରୋହିତଙ୍କ ଶୁଭାରମ୍ଭ ଇନିଂସ ପରେ ମଧ୍ୟକ୍ରମ ବ୍ୟାଟ୍ସମ୍ୟାନ ଦାୟିତ୍ୱପୂର୍ଣ୍ଣ ଖେଳ ଦେଖାଇଥିଲେ। ସ୍ପିନ୍ ବୋଲରମାନେ ମଧ୍ୟ ଗୁରୁତ୍ୱପୂର୍ଣ୍ଣ ଭୂମିକା ଗ୍ରହଣ କରିଥିଲେ।	[4, 869, 173, 938]
article-paragraph: ମହିଳା ସଶକ୍ତିକରଣ ପାଇଁ ସୁଭଦ୍ରା ଯୋଜନାର ଦ୍ୱିତୀୟ କିସ୍ତି ଶୀଘ୍ର ପ୍ରଦାନ କରାଯିବ। ଏଥିପାଇଁ ଯୋଗ୍ୟ ହିତାଧିକାରୀଙ୍କ ତାଲିକା ପ୍ରସ୍ତୁତ କରାଯାଉଛି।	[182, 930, 351, 976]
magenta-dot	[451, 1484, 459, 1492]
article-paragraph: ଗ୍ରାମାଞ୍ଚଳ ସ୍ୱାସ୍ଥ୍ୟ ସେବାରେ ଉନ୍ନତି ପାଇଁ ସରକାର ଏକ ନୂଆ ଯୋଜନା ଆଣିଛନ୍ତି। ଏଥିରେ ଟେଲି-ମେଡିସିନ ସୁବିଧା ମଧ୍ୟ ଅନ୍ତର୍ଭୁକ୍ତ। ସମସ୍ତ ପଞ୍ଚାୟତରେ ସ୍ୱାସ୍ଥ୍ୟ ଶିବିର ଆୟୋଜନ କରାଯିବ।	[360, 910, 529, 956]
zodiac-entry	[718, 633, 943, 729]
listing-entry: ■ ଆଦିବାସୀ ଉନ୍ନୟନ ବିଷୟକ ଆଲୋଚନା, ସ୍ଥାନ: ଜିଲ୍ଲା ପରିଷଦ ହଲ୍, ସମୟ: ପୂର୍ବାହ୍ନ ୧୦ଟା।	[148, 347, 280, 381]
listing-entry: ■ ମହାବିଦ୍ୟାଳୟରେ ପୁରସ୍କାର ବିତରଣ ଉତ୍ସବ, ସମୟ: ସକାଳ ୧୦ଟା।	[148, 277, 280, 300]
zodiac-symbol-icon: ♍	[726, 655, 774, 701]
black-dot	[778, 1484, 786, 1492]
section-divider	[888, 8, 890, 52]
registration-bar	[880, 1486, 900, 1492]
article-paragraph: ଆୟୋଜକମାନେ ଏହି ସମାରୋହକୁ ଐତିହାସିକ ବୋଲି କହିଛନ୍ତି। ଆଇଫାର ରଜତ ଜୟନ୍ତୀ ବର୍ଷରେ ଏହି ସମାରୋହ ଅନୁଷ୍ଠିତ ହୋଇଥିଲା। ଦର୍ଶକମାନେ ରଙ୍ଗାରଙ୍ଗ କାର୍ଯ୍ୟକ୍ରମ ଉପଭୋଗ କରିଥିଲେ।	[538, 1170, 710, 1215]
listing-district-heading: ନୟାଗଡ଼	[291, 354, 423, 371]
article-paragraph: ଅଧିବେଶନ ସୁଚାରୁ ରୂପେ ପରିଚାଳନା ପାଇଁ ବାଚସ୍ପତି ସର୍ବଦଳୀୟ ବୈଠକ ଡକାଇଥିଲେ। ସମସ୍ତ ଦଳ ସହଯୋଗର ପ୍ରତିଶ୍ରୁତି ଦେଇଛନ୍ତି।	[538, 903, 710, 937]
zodiac-entry	[718, 441, 943, 537]
listing-entry: ■ ଏକାଦଶୀ ଉପଲକ୍ଷେ ଭାଗବତ ପାଠ, ସମୟ: ସକାଳ ୮ଟା।	[577, 448, 709, 471]
listing-entry: ■ ମହିଳା ସଶକ୍ତିକରଣ ବିଷୟରେ କର୍ମଶାଳା, ସ୍ଥାନ: ଜୟଦେବ ଭବନ, ସମୟ: ସକାଳ ୧୦ଟା।	[5, 198, 137, 232]
zodiac-entry	[718, 345, 943, 441]
article-paragraph: କୋରାପୁଟ ଜିଲ୍ଲାର ଏକାଧିକ ସ୍ୱାସ୍ଥ୍ୟ କେନ୍ଦ୍ରରେ ପର୍ଯ୍ୟାପ୍ତ ଔଷଧ ନାହିଁ ବୋଲି ଅଭିଯୋଗ ହୋଇଛି। ରୋଗୀଙ୍କୁ ବାହାରୁ ଔଷଧ କିଣିବାକୁ ପଡ଼ୁଛି। ଜିଲ୍ଲା ସ୍ୱାସ୍ଥ୍ୟ ଅଧିକାରୀ ଏ ସମ୍ପର୍କରେ ତଦନ୍ତ ନିର୍ଦ୍ଦେଶ ଦେଇଛନ୍ତି।	[360, 801, 529, 859]
zodiac-entry	[718, 921, 943, 1017]
article-paragraph: ନ କହଇ ରାଜ୍ୟର ଶିକ୍ଷାନୁଷ୍ଠାନ ଗୁଡ଼ିକରେ ଶିକ୍ଷକ ଅଭାବ ସମସ୍ୟା ଦେଖାଦେଇଛି। ଅନେକ ସ୍କୁଲରେ ଗୋଟିଏ ଶିକ୍ଷକ ସମସ୍ତ ଶ୍ରେଣୀ ପଢ଼ାଉଛନ୍ତି। ଅଭିଭାବକମାନେ ଚିନ୍ତାରେ ଅଛନ୍ତି।	[360, 965, 529, 1011]
listing-entry: ■ ଅଙ୍ଗନୱାଡ଼ି କର୍ମୀଙ୍କ ପ୍ରଶିକ୍ଷଣ ଶିବିର, ସ୍ଥାନ: ସାମୁଦାୟିକ ସ୍ୱାସ୍ଥ୍ୟ କେନ୍ଦ୍ର, ସମୟ: ପୂର୍ବାହ୍ନ ୧୦ଟା।	[291, 186, 423, 220]
zodiac-prediction: କର୍ମକ୍ଷେତ୍ରରେ ଉନ୍ନତିର ସମ୍ଭାବନା। ଉଚ୍ଚ ଅଧିକାରୀଙ୍କ ପ୍ରଶଂସା ପାଇବେ। ପରିବାରରେ ମାଙ୍ଗଳିକ କାର୍ଯ୍ୟ ହୋଇପାରେ। ସ୍ୱାସ୍ଥ୍ୟ ଭଲ ରହିବ। ଶିକ୍ଷା କ୍ଷେତ୍ରରେ ଅଗ୍ରଗତି। ଆୟ ବୃଦ୍ଧି ହେବ।	[784, 637, 941, 693]
zodiac-list	[718, 153, 943, 1305]
article-paragraph: ଶ୍ରେଷ୍ଠ ସହାୟକ ଅଭିନେତା ଓ ଅଭିନେତ୍ରୀ ପୁରସ୍କାର ମଧ୍ୟ ଘୋଷଣା କରାଯାଇଛି। ସଙ୍ଗୀତ ବିଭାଗରେ ନୂଆ ପ୍ରତିଭାଙ୍କୁ ସମ୍ମାନିତ କରାଯାଇଛି।	[538, 1133, 710, 1167]
listing-district-heading: ଖୋର୍ଦ୍ଧା	[148, 71, 280, 88]
zodiac-symbol-icon: ♏	[726, 847, 774, 893]
zodiac-entry	[718, 729, 943, 825]
horoscope-column	[718, 64, 943, 1484]
zodiac-prediction: ଯେତେ ଭଲ କାମ କଲେ ମଧ୍ୟ ମିଥ୍ୟା ଅପବାଦ ଆସିପାରେ। ଧୈର୍ଯ୍ୟର ସହ ପରିସ୍ଥିତିକୁ ସାମ୍ନା କରନ୍ତୁ। ଖର୍ଚ୍ଚ ଅଧିକ ରହିବ। ବ୍ୟବସାୟୀଙ୍କ ପାଇଁ ସତର୍କତାର ସହ କାମ କରିବା ଭଲ। ନୂଆ ଚୁକ୍ତି ପାଇଁ ଅନୁକୂଳ ସମୟ ନୁହେଁ। ଜୀବନସାଥୀଙ୍କ ସହଯୋଗ ମିଳିବ।	[784, 445, 941, 512]
article-paragraph: ଶିକ୍ଷା ବିଭାଗ ଶୀଘ୍ର ଶିକ୍ଷକ ନିଯୁକ୍ତି ପ୍ରକ୍ରିୟା ଆରମ୍ଭ କରିବ ବୋଲି ସୂଚନା ଦେଇଛି। ଏଥିପାଇଁ ବିଜ୍ଞପ୍ତି ପ୍ରକାଶ ପାଇଛି। ଯୋଗ୍ୟ ପ୍ରାର୍ଥୀମାନେ ଅନଲାଇନରେ ଆବେଦନ କରିପାରିବେ।	[360, 1014, 529, 1059]
article-column-2	[178, 738, 356, 1478]
date: ୧୦ ମାର୍ଚ୍ଚ, ୨୦୨୫	[110, 25, 180, 38]
zodiac-symbol-icon: ♋	[726, 463, 774, 509]
article-column-1	[0, 738, 178, 1478]
listing-entry: ■ ଶିକ୍ଷାର୍ଥୀଙ୍କ ପାଇଁ କ୍ୟାରିୟର ଗାଇଡାନ୍ସ, ସମୟ: ପୂର୍ବାହ୍ନ ୧୧ଟା।	[291, 423, 423, 446]
zodiac-label: କୁମ୍ଭ	[722, 1117, 780, 1133]
horoscope-title: ଆଜିର ରାଶିଫଳ	[720, 84, 941, 116]
article-paragraph: କ୍ରୀଡ଼ା ବିଶେଷଜ୍ଞଙ୍କ ମତରେ ଏହି ବିଜୟ ଆଗାମୀ ଟୁର୍ଣ୍ଣାମେଣ୍ଟ ପାଇଁ ଦଳର ମନୋବଳ ବଢ଼ାଇବ। ବିସିସିଆଇ ଖେଳାଳିଙ୍କ ପାଇଁ ପୁରସ୍କାର ରାଶି ଘୋଷଣା କରିଛି। ଦଳ ଶୀଘ୍ର ଦେଶକୁ ଫେରିବ ଏବଂ ସେମାନଙ୍କୁ ଭବ୍ୟ ସମ୍ବର୍ଦ୍ଧନା ଦିଆଯିବ।	[4, 1060, 173, 1118]
listing-entry: ■ ସମ୍ବଲପୁରୀ ଭାଷା ସାହିତ୍ୟ ସଭା, ସ୍ଥାନ: ଡୁଙ୍ଗୁରୀ, ସମୟ: ସକାଳ ୧୦ଟା।	[577, 272, 709, 295]
zodiac-separator	[788, 918, 938, 919]
registration-bar	[640, 1486, 660, 1492]
listing-entry: ■ ପୁରୀ ଜିଲ୍ଲା କଂଗ୍ରେସ ପକ୍ଷରୁ ଜିଲ୍ଲାପାଳଙ୍କ କାର୍ଯ୍ୟାଳୟ ସମ୍ମୁଖରେ ଧାରଣା, ସମୟ: ପୂର୍ବାହ୍ନ ୧୦ଟା।	[5, 504, 137, 538]
article-paragraph: ଓଡ଼ିଶା ବିଧାନସଭାରେ ବଜେଟ ଅଧିବେଶନ ଜାରି ରହିଛି। ବିରୋଧୀ ଦଳ ବିଭିନ୍ନ ପ୍ରସଙ୍ଗରେ ସରକାରଙ୍କୁ ଘେରିବା ପାଇଁ ରଣନୀତି ପ୍ରସ୍ତୁତ କରିଛନ୍ତି। ଗୃହରେ ପ୍ରଶ୍ନୋତ୍ତର କାଳରେ ଉତ୍ତପ୍ତ ଆଲୋଚନା ହେବାର ସମ୍ଭାବନା ରହିଛି।	[182, 762, 351, 819]
zodiac-symbol-icon: ♑	[726, 1039, 774, 1085]
listing-entry: ■ ହନୁମାନ ମନ୍ଦିର ପରିସରରେ ବାର୍ଷିକ ଉତ୍ସବ, ସମୟ: ସକାଳ ୮ଟା।	[148, 252, 280, 275]
listing-entry: ■ ସଂଘ ଭୁକ୍ତ ସଭା, ସ୍ଥାନ: ଟାଉନ ହଲ୍, ସମୟ: ସନ୍ଧ୍ୟା ୬ଟା।	[148, 302, 280, 325]
listing-district-heading: ଭୁବନେଶ୍ୱର	[5, 71, 137, 88]
horoscope-address: ମଙ୍ଗଳପାତ୍ର ଶାସନ, କାପ୍ରା, ଗଞ୍ଜାମ	[766, 130, 895, 140]
cyan-dot	[745, 1484, 753, 1492]
zodiac-symbol-icon: ♐	[726, 943, 774, 989]
listing-entry: ■ ମହିଳା ସ୍ୱୟଂ ସହାୟକ ଗୋଷ୍ଠୀ ସମ୍ମିଳନୀ, ସ୍ଥାନ: ରାଜୀବ ଭବନ, ସମୟ: ସକାଳ ୧୦ଟା।	[577, 412, 709, 446]
listing-district-heading: ଝାରସୁଗୁଡ଼ା	[577, 393, 709, 410]
